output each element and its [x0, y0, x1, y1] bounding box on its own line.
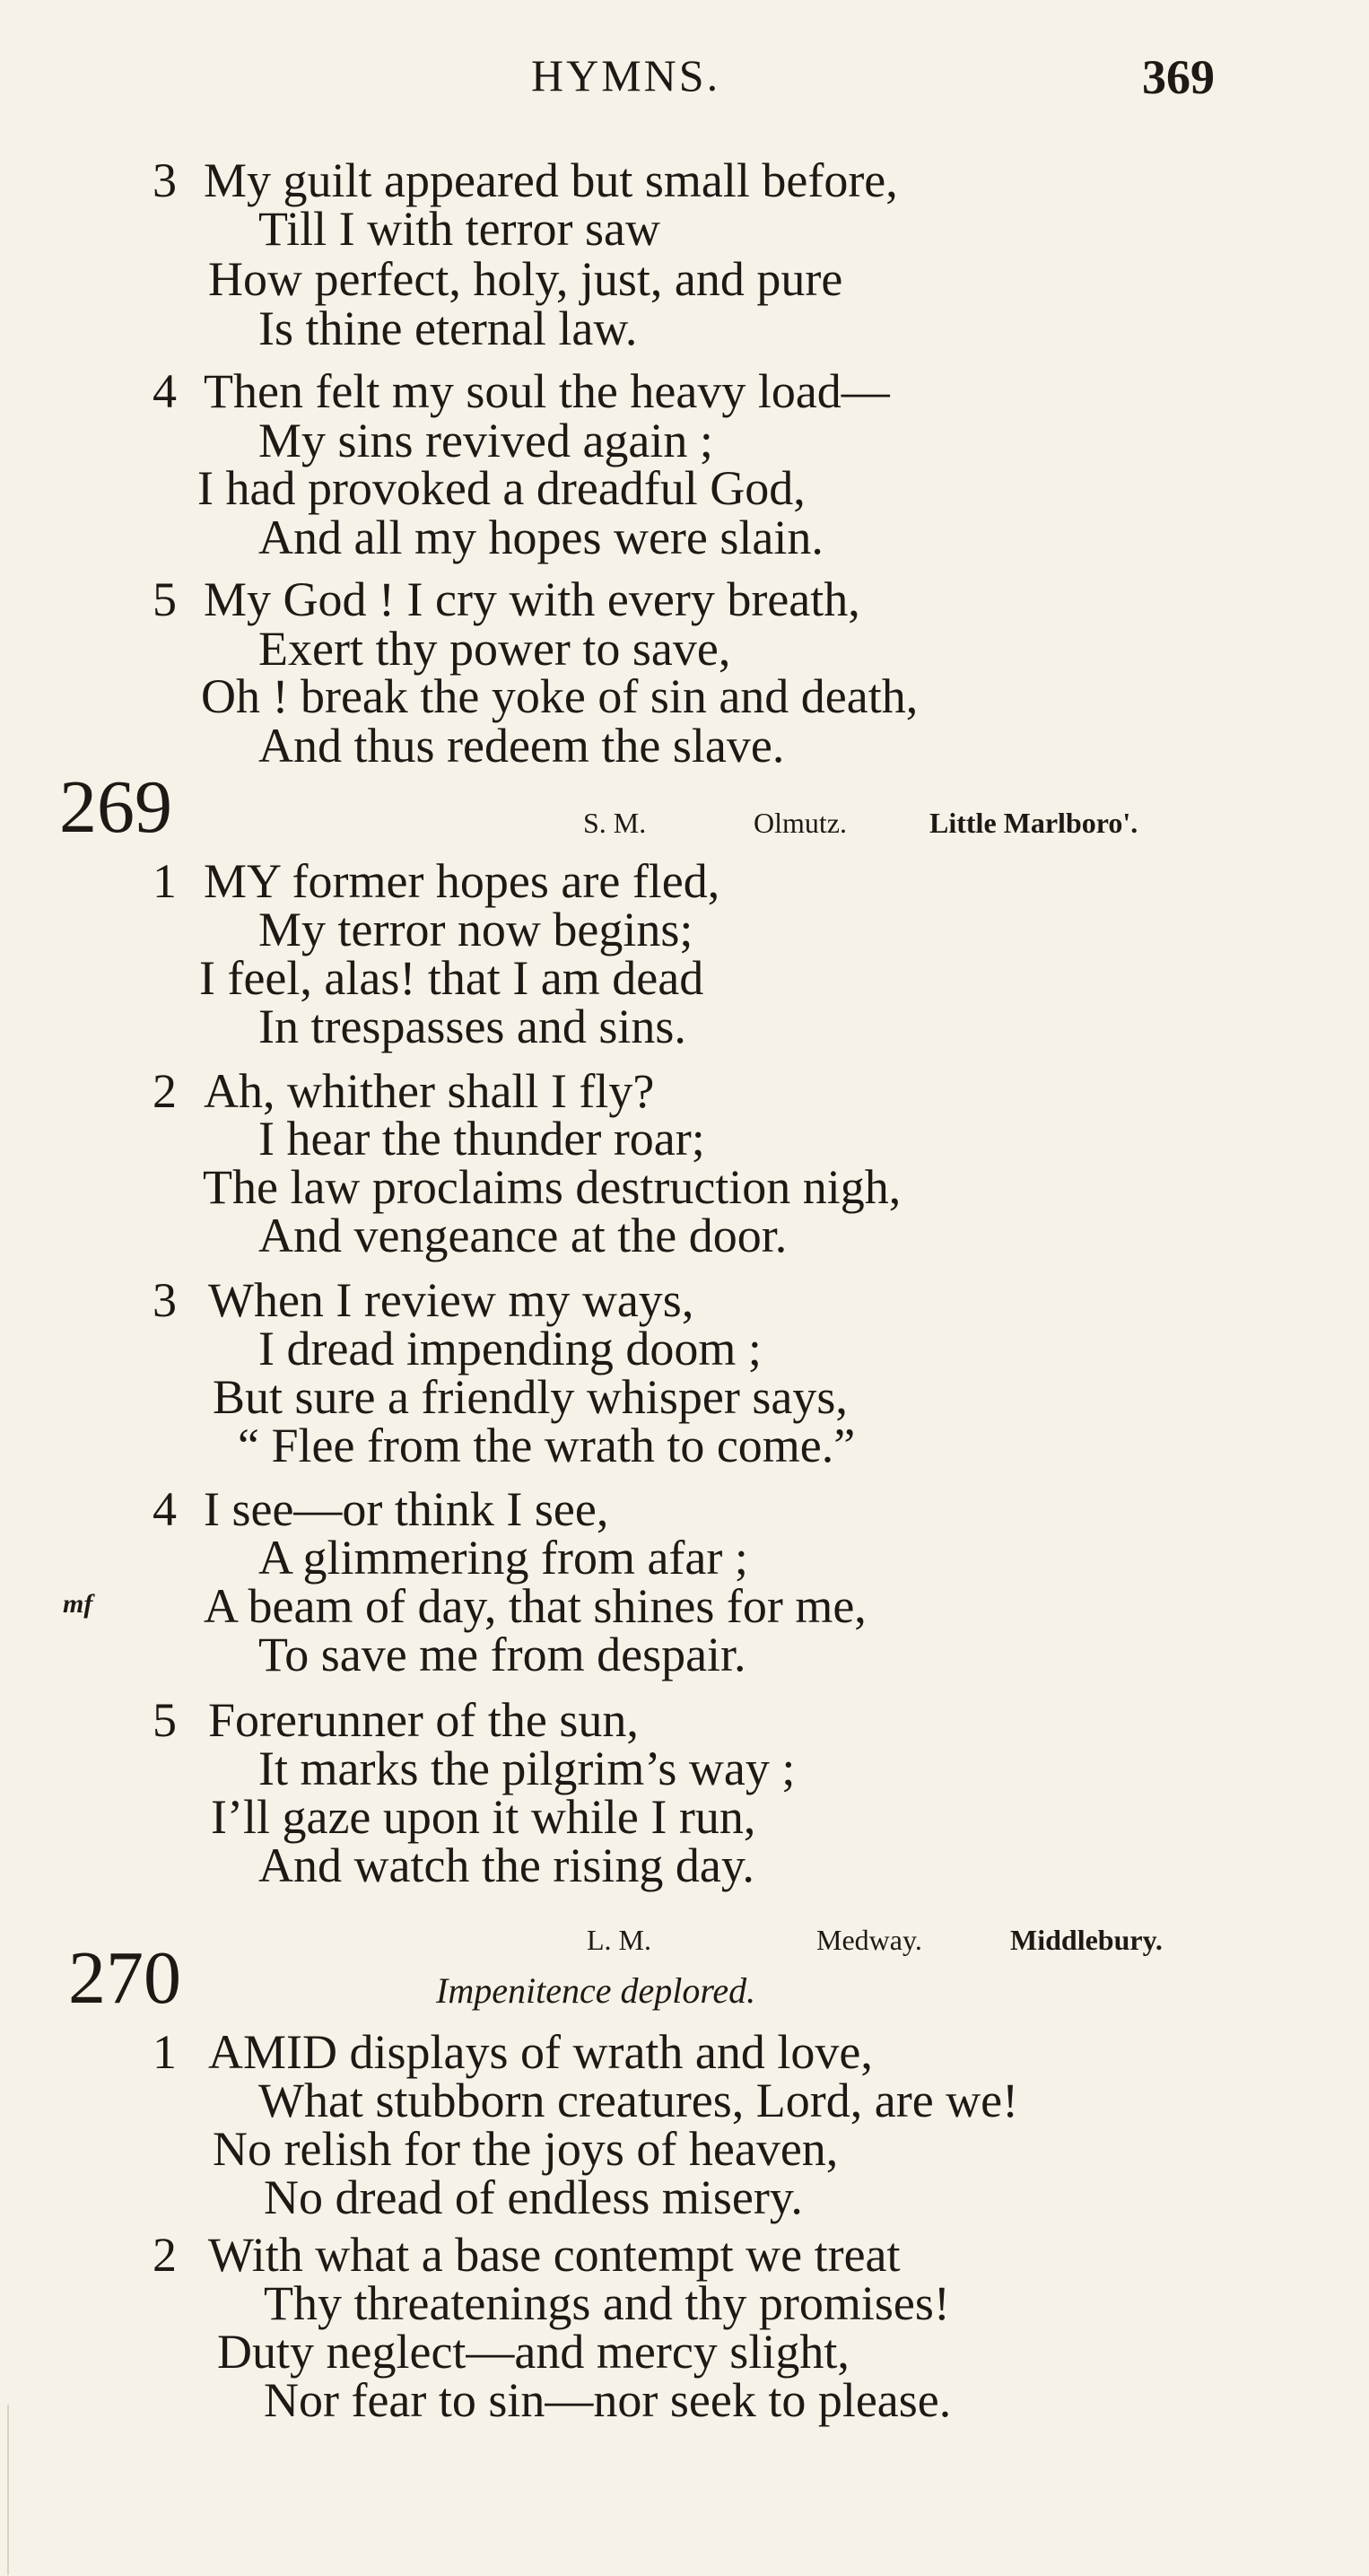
verse-line: Duty neglect—and mercy slight,: [217, 2325, 850, 2379]
verse-line: Oh ! break the yoke of sin and death,: [201, 669, 919, 723]
verse-line: Till I with terror saw: [258, 202, 660, 256]
verse-line: I see—or think I see,: [204, 1482, 609, 1536]
verse-line: How perfect, holy, just, and pure: [208, 252, 843, 306]
verse-line: AMID displays of wrath and love,: [208, 2025, 873, 2079]
stanza-number: 3: [153, 1273, 177, 1327]
verse-line: Ah, whither shall I fly?: [204, 1064, 655, 1118]
verse-line: A glimmering from afar ;: [258, 1531, 748, 1585]
meter-label: L. M.: [587, 1924, 651, 1956]
verse-line: No relish for the joys of heaven,: [213, 2122, 839, 2176]
verse-line: Forerunner of the sun,: [208, 1693, 639, 1747]
verse-line: In trespasses and sins.: [258, 1000, 686, 1053]
meter-label: S. M.: [583, 807, 647, 839]
verse-line: My God ! I cry with every breath,: [204, 572, 860, 626]
verse-line: A beam of day, that shines for me,: [204, 1579, 867, 1633]
verse-line: Thy threatenings and thy promises!: [264, 2276, 950, 2330]
stanza-number: 1: [153, 2025, 177, 2079]
verse-line: It marks the pilgrim’s way ;: [258, 1742, 796, 1795]
verse-line: What stubborn creatures, Lord, are we!: [258, 2074, 1019, 2127]
verse-line: I had provoked a dreadful God,: [197, 461, 806, 515]
stanza-number: 3: [153, 153, 177, 207]
running-header: HYMNS.: [531, 50, 721, 100]
stanza-number: 2: [153, 2228, 177, 2282]
verse-line: I hear the thunder roar;: [258, 1112, 705, 1166]
verse-line: I’ll gaze upon it while I run,: [211, 1790, 756, 1844]
stanza-number: 5: [153, 1693, 177, 1747]
hymn-number-269: 269: [59, 765, 172, 849]
tune-name: Little Marlboro'.: [929, 807, 1138, 839]
verse-line: And vengeance at the door.: [258, 1209, 788, 1262]
verse-line: Is thine eternal law.: [258, 301, 638, 355]
page-number: 369: [1142, 50, 1215, 104]
verse-line: I dread impending doom ;: [258, 1322, 762, 1375]
verse-line: And all my hopes were slain.: [258, 511, 824, 564]
verse-line: But sure a friendly whisper says,: [213, 1370, 848, 1424]
verse-line: To save me from despair.: [258, 1628, 746, 1681]
verse-line: “ Flee from the wrath to come.”: [238, 1419, 856, 1472]
hymn-subtitle: Impenitence deplored.: [436, 1970, 756, 2011]
stanza-number: 2: [153, 1064, 177, 1118]
dynamic-marking: mf: [63, 1589, 93, 1619]
verse-line: And watch the rising day.: [258, 1838, 754, 1892]
tune-name: Medway.: [816, 1924, 922, 1956]
hymn-number-270: 270: [68, 1936, 181, 2020]
stanza-number: 5: [153, 572, 177, 626]
verse-line: My sins revived again ;: [258, 414, 713, 467]
verse-line: Exert thy power to save,: [258, 622, 731, 676]
verse-line: No dread of endless misery.: [264, 2170, 803, 2224]
page-edge-shadow: [7, 2405, 9, 2575]
verse-line: When I review my ways,: [208, 1273, 694, 1327]
stanza-number: 4: [153, 364, 177, 418]
stanza-number: 1: [153, 854, 177, 908]
verse-line: Nor fear to sin—nor seek to please.: [264, 2373, 952, 2427]
verse-line: And thus redeem the slave.: [258, 719, 785, 773]
verse-line: With what a base contempt we treat: [208, 2228, 901, 2282]
verse-line: The law proclaims destruction nigh,: [203, 1160, 902, 1214]
verse-line: My terror now begins;: [258, 903, 693, 956]
tune-name: Middlebury.: [1010, 1924, 1163, 1956]
verse-line: I feel, alas! that I am dead: [199, 951, 704, 1005]
tune-name: Olmutz.: [754, 807, 847, 839]
verse-line: MY former hopes are fled,: [204, 854, 720, 908]
verse-line: My guilt appeared but small before,: [204, 153, 898, 207]
verse-line: Then felt my soul the heavy load—: [204, 364, 890, 418]
stanza-number: 4: [153, 1482, 177, 1536]
